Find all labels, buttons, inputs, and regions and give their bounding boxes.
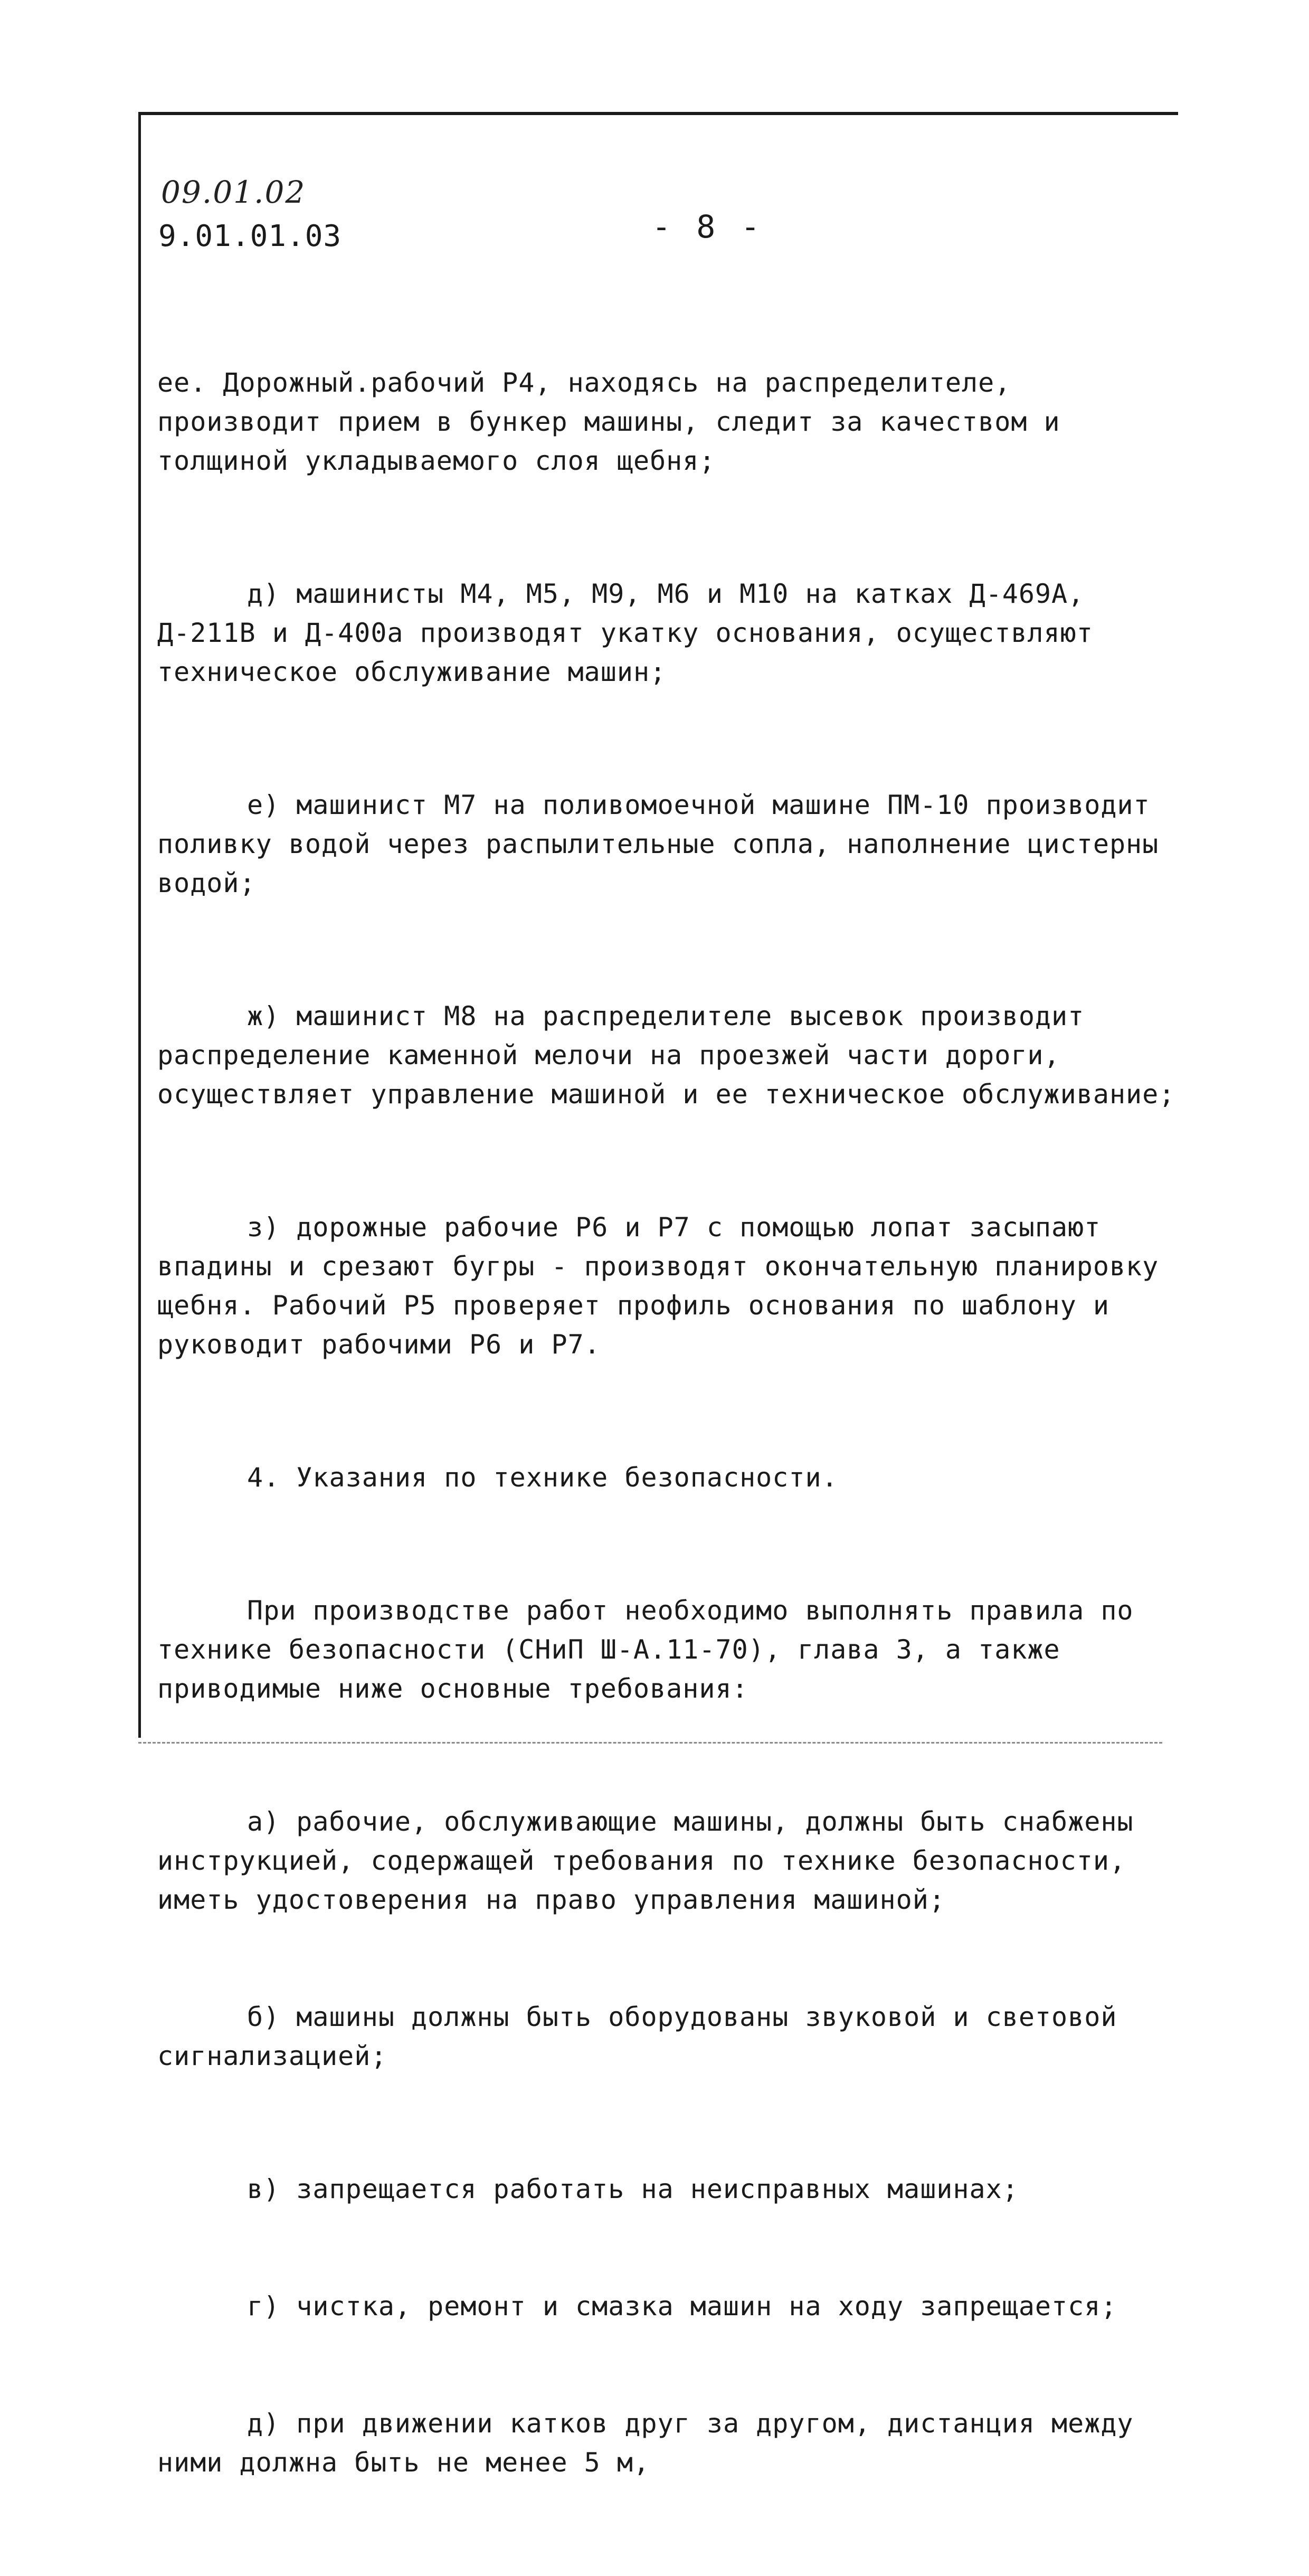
top-border-line xyxy=(138,112,1178,115)
handwritten-document-code: 09.01.02 xyxy=(161,174,306,210)
paragraph-text: а) рабочие, обслуживающие машины, должны быть снабжены инструкцией, содержащей требования по технике безопасности, иметь удостоверения на право управления машиной; xyxy=(157,1806,1150,1915)
section-heading xyxy=(157,1458,1176,1497)
page-number: - 8 - xyxy=(652,209,763,245)
left-border-line xyxy=(138,112,141,1738)
paragraph-text: д) машинисты М4, М5, М9, М6 и М10 на катках Д-469А, Д-211В и Д-400а производят укатку основания, осуществляют техническое обслуживание машин; xyxy=(157,579,1109,687)
paragraph-text: д) при движении катков друг за другом, дистанция между ними должна быть не менее 5 м, xyxy=(157,2408,1150,2478)
paragraph-safety-v xyxy=(157,2170,1176,2209)
paragraph-item-zh xyxy=(157,997,1176,1114)
paragraph-text: з) дорожные рабочие Р6 и Р7 с помощью лопат засыпают впадины и срезают бугры - производят окончательную планировку щебня. Рабочий Р5 проверяет профиль основания по шаблону и руководит рабочими Р6 и Р7. xyxy=(157,1212,1175,1360)
paragraph-safety-g xyxy=(157,2287,1176,2326)
document-code: 9.01.01.03 xyxy=(158,219,342,253)
paragraph-safety-b xyxy=(157,1997,1176,2076)
paragraph-item-z xyxy=(157,1208,1176,1364)
paragraph-text: б) машины должны быть оборудованы звуковой и световой сигнализацией; xyxy=(157,2002,1134,2071)
paragraph-text: е) машинист М7 на поливомоечной машине ПМ-10 производит поливку водой через распылительные сопла, наполнение цистерны водой; xyxy=(157,790,1175,898)
paragraph-safety-intro xyxy=(157,1591,1176,1708)
paragraph-continuation: ее. Дорожный.рабочий Р4, находясь на распределителе, производит прием в бункер машины, следит за качеством и толщиной укладываемого слоя щебня; xyxy=(157,367,1077,476)
paragraph-safety-d xyxy=(157,2404,1176,2482)
paragraph-text: в) запрещается работать на неисправных машинах; xyxy=(247,2174,1019,2204)
document-body xyxy=(157,285,1176,2576)
paragraph-text: При производстве работ необходимо выполнять правила по технике безопасности (СНиП Ш-А.11-70), глава 3, а также приводимые ниже основные требования: xyxy=(157,1595,1150,1704)
paragraph-item-e xyxy=(157,785,1176,903)
paragraph-text: ж) машинист М8 на распределителе высевок производит распределение каменной мелочи на проезжей части дороги, осуществляет управление машиной и ее техническое обслуживание; xyxy=(157,1001,1175,1110)
paragraph-text: г) чистка, ремонт и смазка машин на ходу запрещается; xyxy=(247,2291,1117,2322)
paragraph-item-d xyxy=(157,574,1176,692)
section-heading-text: 4. Указания по технике безопасности. xyxy=(247,1462,838,1493)
paragraph-safety-a xyxy=(157,1802,1176,1919)
